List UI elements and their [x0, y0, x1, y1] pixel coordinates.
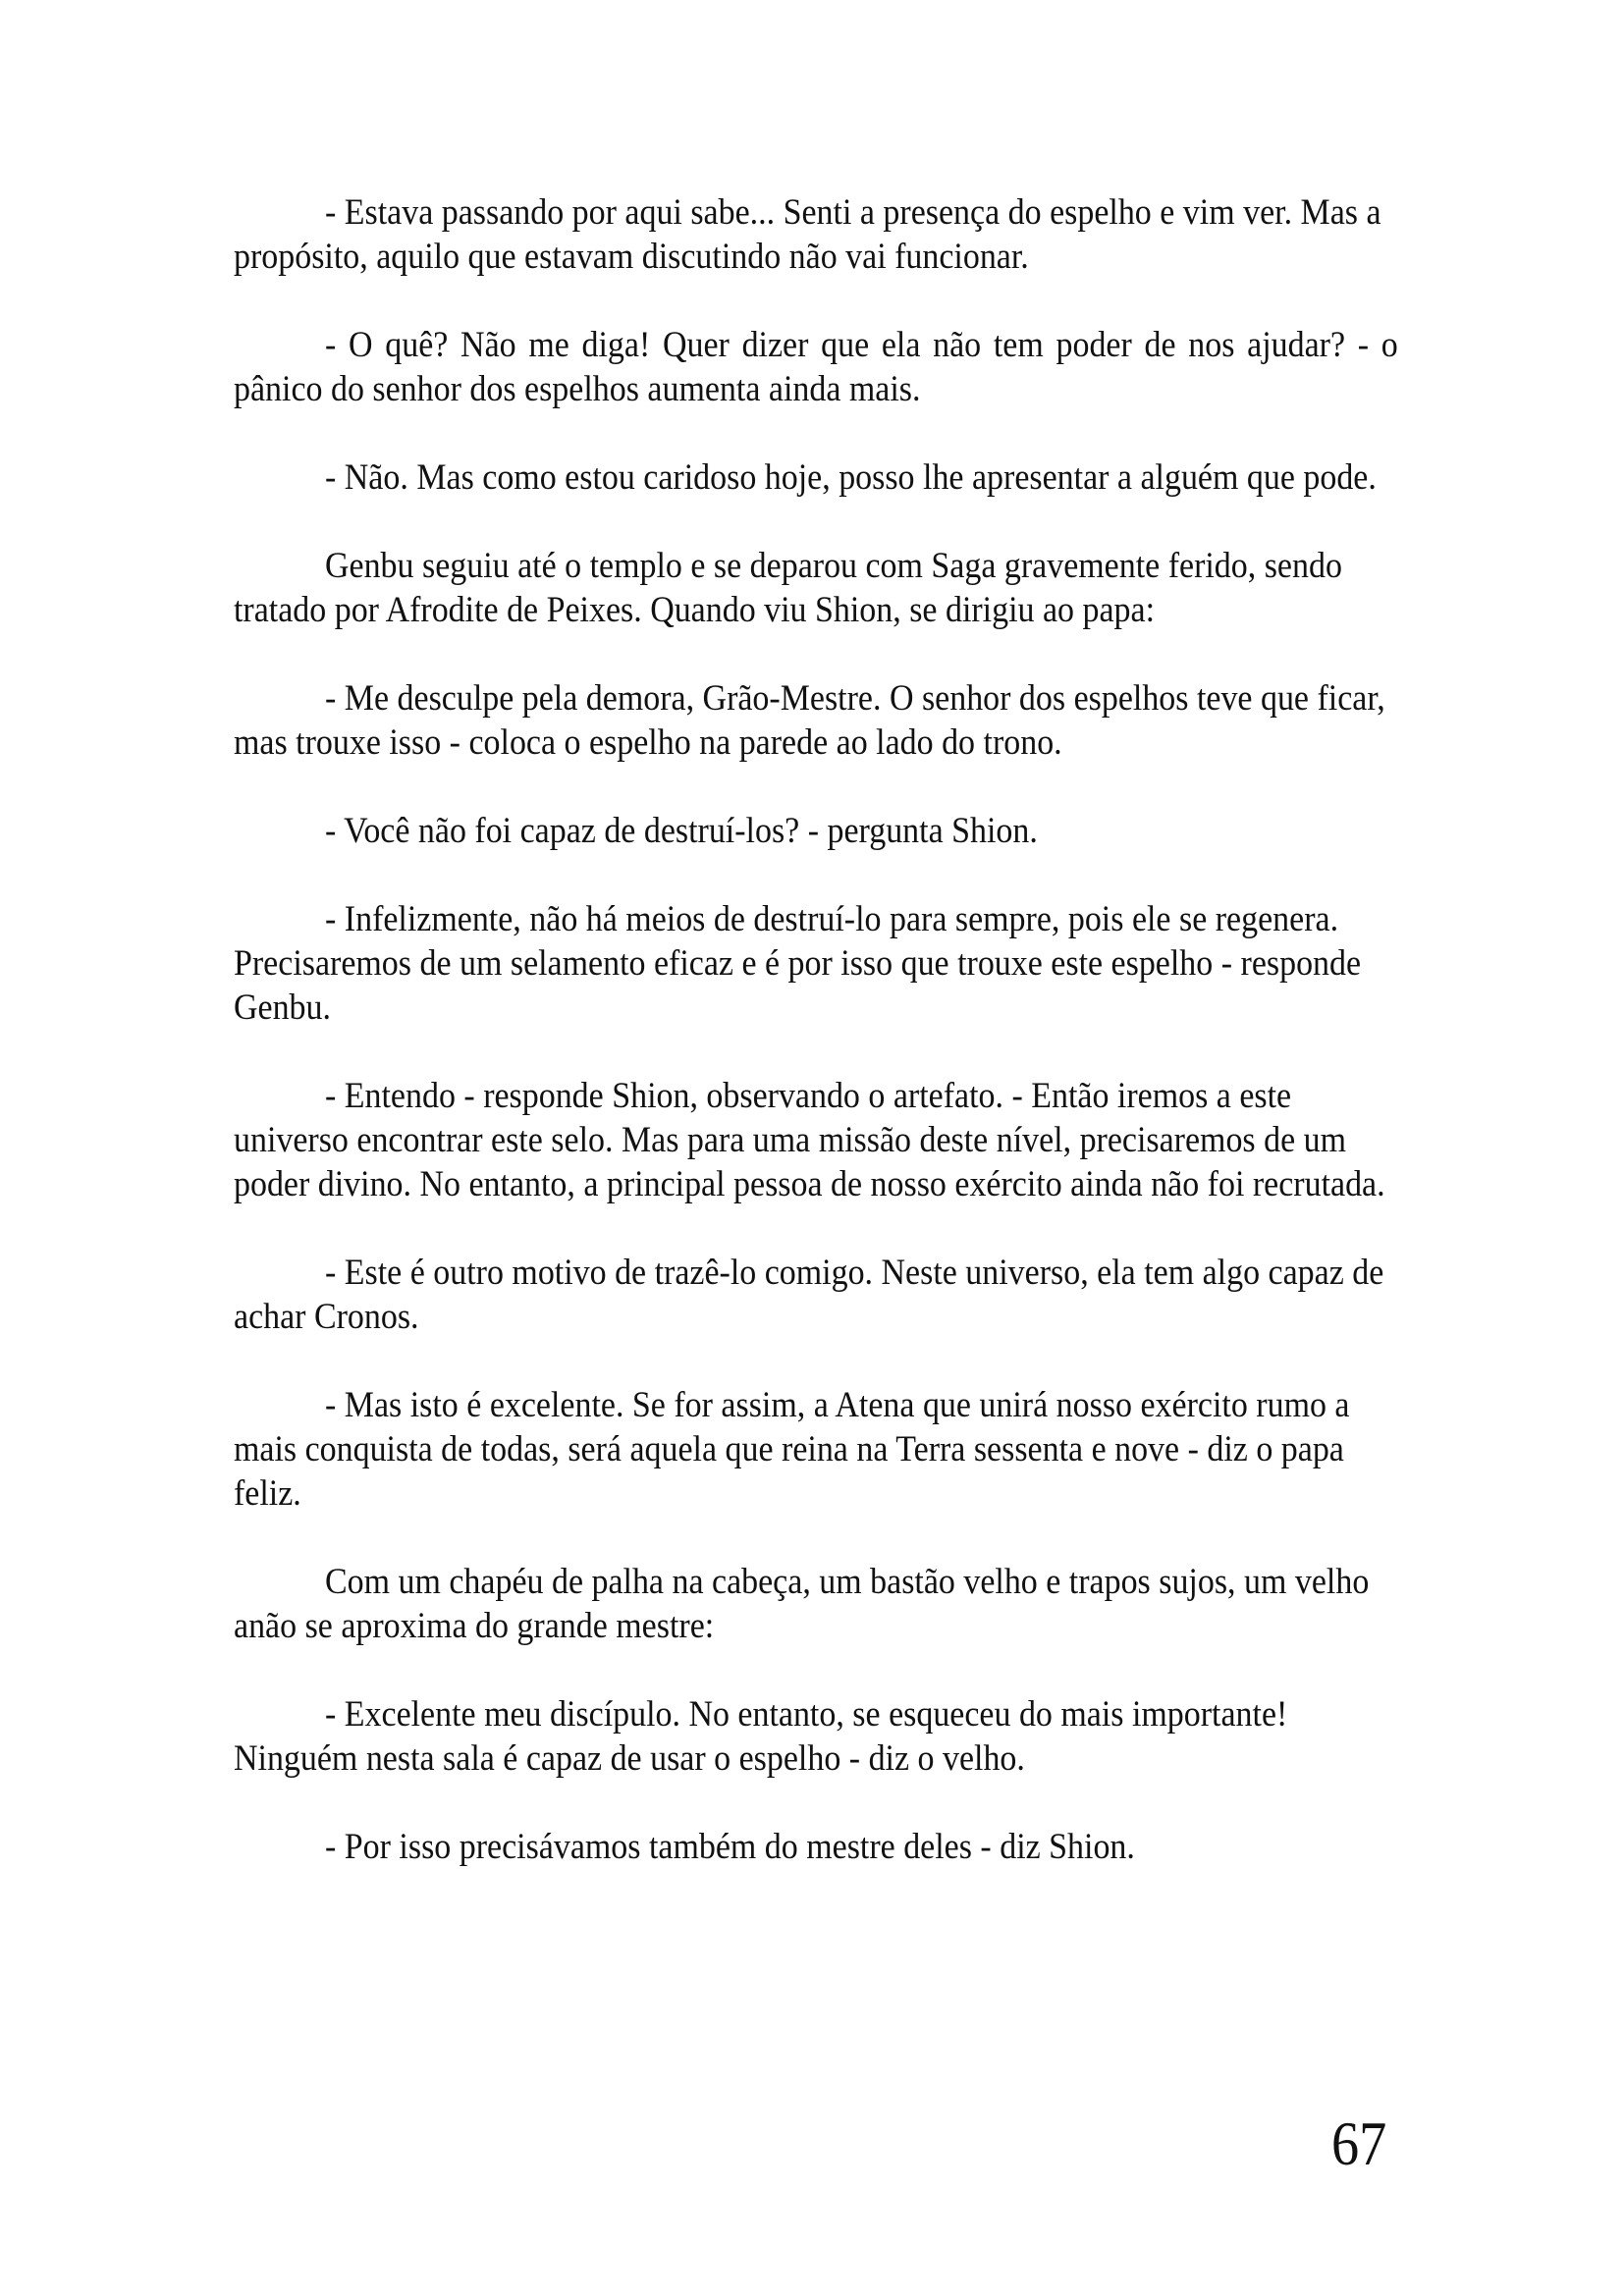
paragraph: - Não. Mas como estou caridoso hoje, posso lhe apresentar a alguém que pode. [325, 456, 1377, 497]
paragraph: - Mas isto é excelente. Se for assim, a Atena que unirá nosso exército rumo a mais conquista de todas, será aquela que reina na Terra sessenta e nove - diz o papa feliz. [234, 1384, 1350, 1513]
paragraph: - Por isso precisávamos também do mestre deles - diz Shion. [325, 1826, 1135, 1866]
paragraph: Genbu seguiu até o templo e se deparou com Saga gravemente ferido, sendo tratado por Afrodite de Peixes. Quando viu Shion, se dirigiu ao papa: [234, 545, 1342, 629]
paragraph: Com um chapéu de palha na cabeça, um bastão velho e trapos sujos, um velho anão se aproxima do grande mestre: [234, 1561, 1370, 1645]
paragraph: - Entendo - responde Shion, observando o artefato. - Então iremos a este universo encontrar este selo. Mas para uma missão deste nível, precisaremos de um poder divino. No entanto, a principal pessoa de nosso exército ainda não foi recrutada. [234, 1075, 1385, 1203]
body-text [234, 189, 1398, 1912]
paragraph: - Você não foi capaz de destruí-los? - pergunta Shion. [325, 810, 1038, 850]
page-number: 67 [1331, 2109, 1387, 2178]
paragraph: - Me desculpe pela demora, Grão-Mestre. O senhor dos espelhos teve que ficar, mas trouxe isso - coloca o espelho na parede ao lado do trono. [234, 677, 1385, 762]
paragraph: - Infelizmente, não há meios de destruí-lo para sempre, pois ele se regenera. Precisaremos de um selamento eficaz e é por isso que trouxe este espelho - responde Genbu. [234, 898, 1362, 1027]
paragraph: - Este é outro motivo de trazê-lo comigo. Neste universo, ela tem algo capaz de achar Cronos. [234, 1252, 1384, 1336]
paragraph: - Excelente meu discípulo. No entanto, se esqueceu do mais importante! Ninguém nesta sala é capaz de usar o espelho - diz o velho. [234, 1693, 1288, 1778]
paragraph: - Estava passando por aqui sabe... Senti a presença do espelho e vim ver. Mas a propósito, aquilo que estavam discutindo não vai funcionar. [234, 191, 1381, 276]
paragraph: - O quê? Não me diga! Quer dizer que ela não tem poder de nos ajudar? - o pânico do senhor dos espelhos aumenta ainda mais. [234, 324, 1398, 408]
